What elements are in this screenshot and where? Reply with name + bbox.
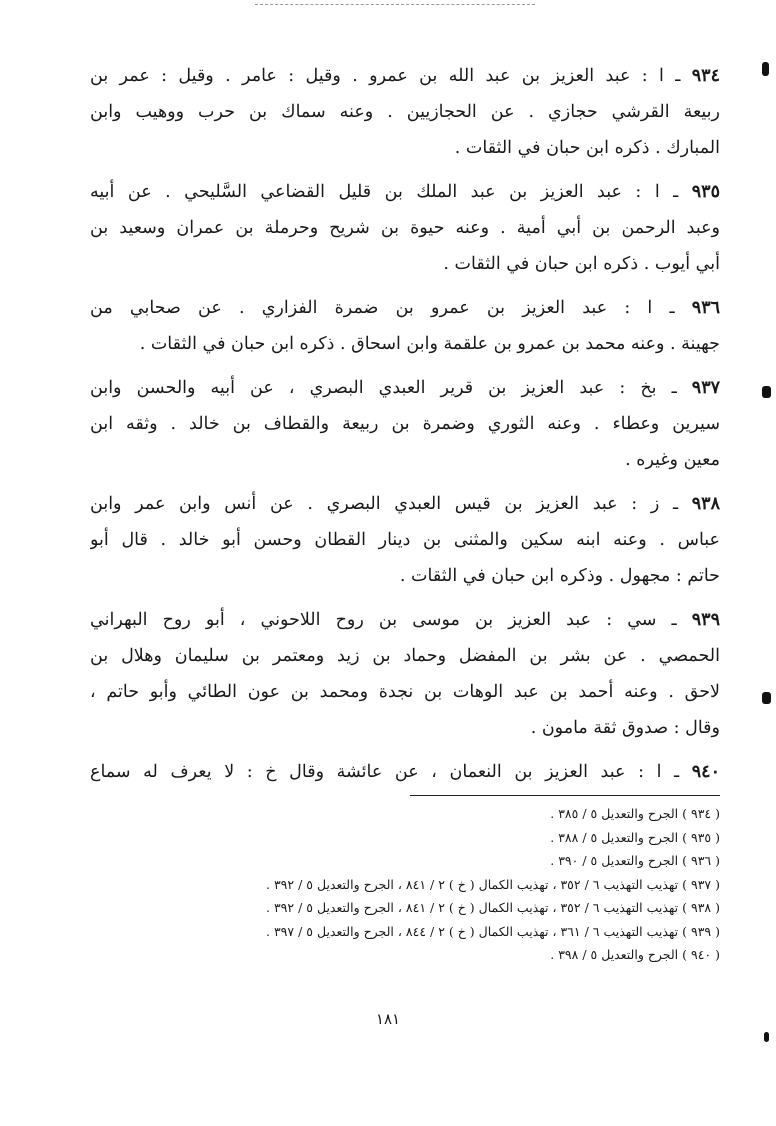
entry-line: وقال : صدوق ثقة مامون . (530, 718, 720, 738)
scan-edge-mark (762, 62, 769, 76)
entry-line: سيرين وعطاء . وعنه الثوري وضمرة بن ربيعة والقطاف بن خالد . وثقه ابن (90, 414, 720, 434)
page-number: ١٨١ (375, 1010, 401, 1028)
entry-line: حاتم : مجهول . وذكره ابن حبان في الثقات . (399, 566, 720, 586)
footnote: ( ٩٣٧ ) تهذيب التهذيب ٦ / ٣٥٢ ، تهذيب الكمال ( خ ) ٢ / ٨٤١ ، الجرح والتعديل ٥ / ٣٩٢ . (266, 876, 720, 892)
entry-line: الحمصي . عن بشر بن المفضل وحماد بن زيد ومعتمر بن سليمان وهلال بن (90, 646, 720, 666)
scan-edge-mark (762, 386, 771, 398)
footnote: ( ٩٣٤ ) الجرح والتعديل ٥ / ٣٨٥ . (550, 806, 720, 821)
entry-line: معين وغيره . (625, 450, 720, 470)
biography-entry (90, 174, 720, 282)
entry-line: ٩٣٩ ـ سي : عبد العزيز بن موسى بن روح اللاحوني ، أبو روح البهراني (90, 610, 720, 630)
scan-edge-mark (764, 1032, 769, 1042)
entry-line: عباس . وعنه ابنه سكين والمثنى بن دينار القطان وحسن أبو خالد . قال أبو (90, 530, 720, 550)
biography-entry (90, 370, 720, 478)
biography-entry (90, 754, 720, 790)
entry-line: ٩٤٠ ـ ا : عبد العزيز بن النعمان ، عن عائشة وقال خ : لا يعرف له سماع (90, 762, 720, 782)
entry-line: ربيعة القرشي حجازي . عن الحجازيين . وعنه سماك بن حرب ووهيب وابن (90, 102, 720, 122)
entry-line: ٩٣٧ ـ بخ : عبد العزيز بن قرير العبدي البصري ، عن أبيه والحسن وابن (90, 378, 720, 398)
footnote: ( ٩٤٠ ) الجرح والتعديل ٥ / ٣٩٨ . (550, 947, 720, 962)
entry-number: ٩٣٧ (691, 378, 720, 398)
entry-line: ٩٣٦ ـ ا : عبد العزيز بن عمرو بن ضمرة الفزاري . عن صحابي من (90, 298, 720, 318)
scan-edge-mark (762, 692, 771, 704)
entry-line: أبي أيوب . ذكره ابن حبان في الثقات . (443, 254, 720, 274)
entry-number: ٩٣٨ (691, 494, 720, 514)
entry-line: لاحق . وعنه أحمد بن عبد الوهات بن نجدة ومحمد بن عون الطائي وأبو حاتم ، (90, 682, 720, 702)
entry-number: ٩٣٩ (691, 610, 720, 630)
biography-entry (90, 58, 720, 166)
entry-number: ٩٣٥ (691, 182, 720, 202)
entry-line: وعبد الرحمن بن أبي أمية . وعنه حيوة بن شريح وحرملة بن عمران وسعيد بن (90, 218, 720, 238)
entry-line: ٩٣٤ ـ ا : عبد العزيز بن عبد الله بن عمرو . وقيل : عامر . وقيل : عمر بن (90, 66, 720, 86)
footnotes (110, 802, 720, 967)
entry-line: ٩٣٥ ـ ا : عبد العزيز بن عبد الملك بن قليل القضاعي السَّليحي . عن أبيه (90, 182, 720, 202)
entry-number: ٩٣٦ (691, 298, 720, 318)
footnote: ( ٩٣٦ ) الجرح والتعديل ٥ / ٣٩٠ . (550, 853, 720, 868)
biography-entry (90, 486, 720, 594)
entry-line: ٩٣٨ ـ ز : عبد العزيز بن قيس العبدي البصري . عن أنس وابن عمر وابن (90, 494, 720, 514)
biography-entry (90, 290, 720, 362)
footnote: ( ٩٣٨ ) تهذيب التهذيب ٦ / ٣٥٢ ، تهذيب الكمال ( خ ) ٢ / ٨٤١ ، الجرح والتعديل ٥ / ٣٩٢ . (266, 900, 720, 915)
entries-section (90, 58, 720, 798)
entry-line: جهينة . وعنه محمد بن عمرو بن علقمة وابن اسحاق . ذكره ابن حبان في الثقات . (139, 334, 720, 354)
footnote: ( ٩٣٥ ) الجرح والتعديل ٥ / ٣٨٨ . (550, 829, 720, 845)
entry-number: ٩٣٤ (691, 66, 720, 86)
footnote-separator (410, 795, 720, 796)
scan-artifact-line (255, 4, 535, 5)
footnote: ( ٩٣٩ ) تهذيب التهذيب ٦ / ٣٦١ ، تهذيب الكمال ( خ ) ٢ / ٨٤٤ ، الجرح والتعديل ٥ / ٣٩٧ . (266, 923, 720, 939)
entry-number: ٩٤٠ (691, 762, 720, 782)
entry-line: المبارك . ذكره ابن حبان في الثقات . (454, 138, 720, 158)
biography-entry (90, 602, 720, 746)
